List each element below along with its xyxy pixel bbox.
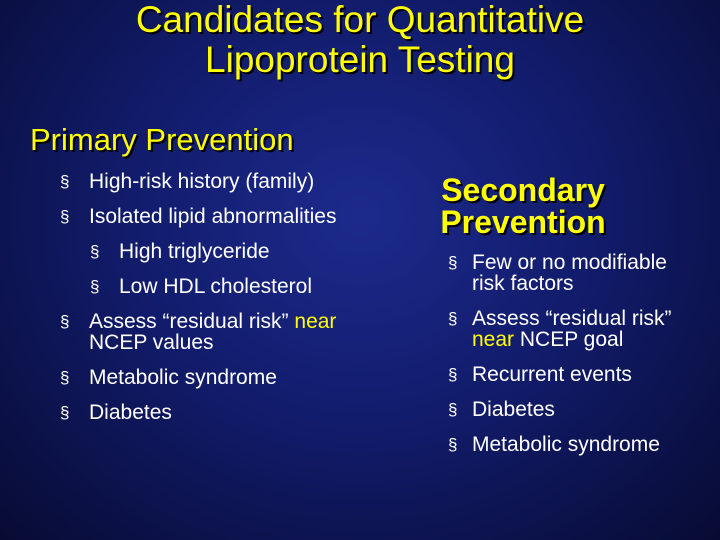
- bullet-icon: §: [448, 435, 458, 454]
- bullet-icon: §: [448, 253, 458, 272]
- secondary-heading-line-2: Prevention: [440, 204, 606, 240]
- list-item: § Assess “residual risk” near NCEP goal: [448, 307, 672, 351]
- list-item: § Few or no modifiable risk factors: [448, 251, 667, 295]
- slide-title: [0, 0, 720, 80]
- bullet-icon: §: [60, 403, 70, 422]
- primary-prevention-heading: Primary Prevention: [30, 122, 294, 157]
- list-item: § Diabetes: [448, 398, 555, 421]
- list-item: § High-risk history (family): [60, 170, 315, 193]
- list-item: § Isolated lipid abnormalities: [60, 205, 337, 228]
- bullet-icon: §: [448, 365, 458, 384]
- bullet-icon: §: [60, 312, 70, 331]
- secondary-prevention-heading: [398, 174, 648, 238]
- list-item: § Metabolic syndrome: [60, 366, 277, 389]
- secondary-heading-line-1: Secondary: [441, 172, 605, 208]
- list-item: § High triglyceride: [90, 240, 270, 263]
- bullet-icon: §: [60, 368, 70, 387]
- highlight-word: near: [472, 328, 515, 351]
- slide-title-line-1: Candidates for Quantitative: [135, 0, 585, 40]
- slide-title-line-2: Lipoprotein Testing: [205, 39, 515, 80]
- bullet-icon: §: [448, 309, 458, 328]
- secondary-prevention-list: [448, 252, 698, 469]
- list-item: § Metabolic syndrome: [448, 433, 660, 456]
- bullet-icon: §: [90, 242, 100, 261]
- highlight-word: near: [294, 310, 337, 333]
- bullet-icon: §: [90, 277, 100, 296]
- bullet-icon: §: [60, 207, 70, 226]
- primary-prevention-list: [60, 171, 390, 437]
- list-item: § Assess “residual risk” near NCEP values: [60, 310, 337, 354]
- list-item: § Diabetes: [60, 401, 172, 424]
- bullet-icon: §: [448, 400, 458, 419]
- bullet-icon: §: [60, 172, 70, 191]
- list-item: § Recurrent events: [448, 363, 632, 386]
- list-item: § Low HDL cholesterol: [90, 275, 312, 298]
